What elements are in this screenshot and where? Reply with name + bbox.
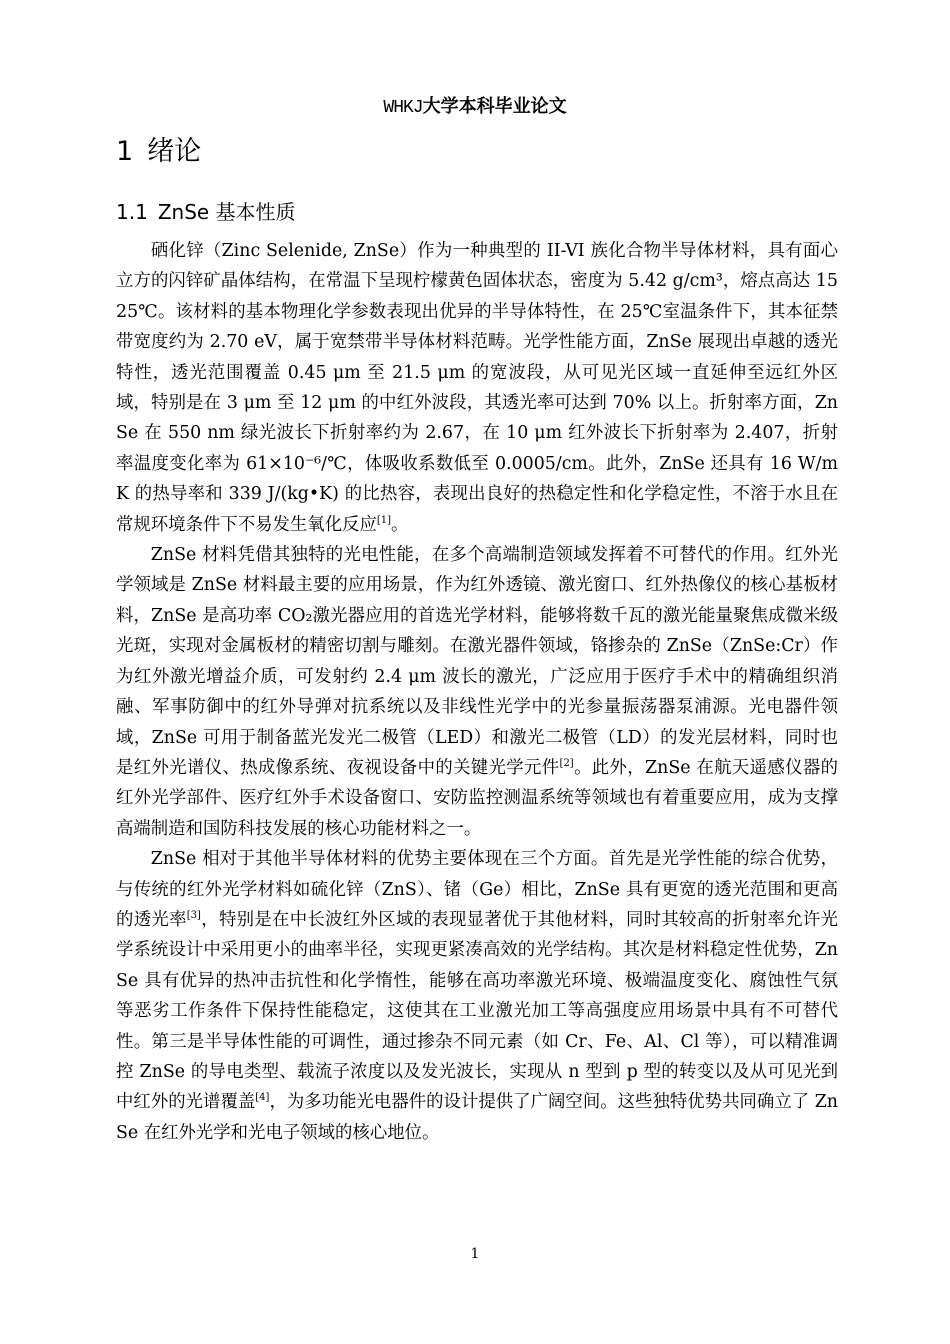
paragraph-text: ZnSe 材料凭借其独特的光电性能，在多个高端制造领域发挥着不可替代的作用。红外光学领域是 ZnSe 材料最主要的应用场景，作为红外透镜、激光窗口、红外热像仪的核心基板材料，ZnSe 是高功率 CO₂激光器应用的首选光学材料，能够将数千瓦的激光能量聚焦成微米级光斑，实现对金属板材的精密切割与雕刻。在激光器件领域，铬掺杂的 ZnSe（ZnSe:Cr）作为红外激光增益介质，可发射约 2.4 μm 波长的激光，广泛应用于医疗手术中的精确组织消融、军事防御中的红外导弹对抗系统以及非线性光学中的光参量振荡器泵浦源。光电器件领域，ZnSe 可用于制备蓝光发光二极管（LED）和激光二极管（LD）的发光层材料，同时也是红外光谱仪、热成像系统、夜视设备中的关键光学元件 bbox=[116, 545, 838, 778]
header-school-name: WHKJ bbox=[383, 98, 423, 118]
chapter-heading bbox=[116, 132, 201, 172]
paragraph-text: 。此外，ZnSe 在航天遥感仪器的红外光学部件、医疗红外手术设备窗口、安防监控测温系统等领域也有着重要应用，成为支撑高端制造和国防科技发展的核心功能材料之一。 bbox=[116, 757, 838, 839]
citation-marker: [2] bbox=[559, 757, 574, 769]
paragraph-properties bbox=[116, 236, 838, 540]
chapter-number: 1 bbox=[116, 136, 134, 167]
paragraph-text: ZnSe 相对于其他半导体材料的优势主要体现在三个方面。首先是光学性能的综合优势，与传统的红外光学材料如硫化锌（ZnS）、锗（Ge）相比，ZnSe 具有更宽的透光范围和更高的透光率 bbox=[116, 849, 838, 930]
paragraph-text: 。 bbox=[391, 514, 409, 535]
page-number: 1 bbox=[470, 1246, 480, 1262]
paragraph-text: ，特别是在中长波红外区域的表现显著优于其他材料，同时其较高的折射率允许光学系统设计中采用更小的曲率半径，实现更紧凑高效的光学结构。其次是材料稳定性优势，ZnSe 具有优异的热冲击抗性和化学惰性，能够在高功率激光环境、极端温度变化、腐蚀性气氛等恶劣工作条件下保持性能稳定，这使其在工业激光加工等高强度应用场景中具有不可替代性。第三是半导体性能的可调性，通过掺杂不同元素（如 Cr、Fe、Al、Cl 等），可以精准调控 ZnSe 的导电类型、载流子浓度以及发光波长，实现从 n 型到 p 型的转变以及从可见光到中红外的光谱覆盖 bbox=[116, 909, 838, 1113]
chapter-title: 绪论 bbox=[147, 136, 202, 167]
paragraph-text: 硒化锌（Zinc Selenide, ZnSe）作为一种典型的 II-VI 族化合物半导体材料，具有面心立方的闪锌矿晶体结构，在常温下呈现柠檬黄色固体状态，密度为 5.42 g/cm³，熔点高达 1525℃。该材料的基本物理化学参数表现出优异的半导体特性，在 25℃室温条件下，其本征禁带宽度约为 2.70 eV，属于宽禁带半导体材料范畴。光学性能方面，ZnSe 展现出卓越的透光特性，透光范围覆盖 0.45 μm 至 21.5 μm 的宽波段，从可见光区域一直延伸至远红外区域，特别是在 3 μm 至 12 μm 的中红外波段，其透光率可达到 70% 以上。折射率方面，ZnSe 在 550 nm 绿光波长下折射率约为 2.67，在 10 μm 红外波长下折射率为 2.407，折射率温度变化率为 61×10⁻⁶/℃，体吸收系数低至 0.0005/cm。此外，ZnSe 还具有 16 W/mK 的热导率和 339 J/(kg•K) 的比热容，表现出良好的热稳定性和化学稳定性，不溶于水且在常规环境条件下不易发生氧化反应 bbox=[116, 241, 838, 535]
citation-marker: [3] bbox=[186, 909, 201, 921]
running-header bbox=[0, 92, 950, 122]
section-heading bbox=[116, 196, 296, 228]
paragraph-applications bbox=[116, 540, 838, 844]
paragraph-advantages bbox=[116, 844, 838, 1148]
section-number: 1.1 bbox=[116, 200, 148, 224]
paragraph-text: ，为多功能光电器件的设计提供了广阔空间。这些独特优势共同确立了 ZnSe 在红外光学和光电子领域的核心地位。 bbox=[116, 1092, 838, 1143]
header-thesis-label: 大学本科毕业论文 bbox=[422, 96, 567, 117]
citation-marker: [4] bbox=[255, 1092, 270, 1104]
section-title: ZnSe 基本性质 bbox=[157, 200, 296, 224]
citation-marker: [1] bbox=[376, 514, 392, 526]
body-text bbox=[116, 236, 838, 1148]
